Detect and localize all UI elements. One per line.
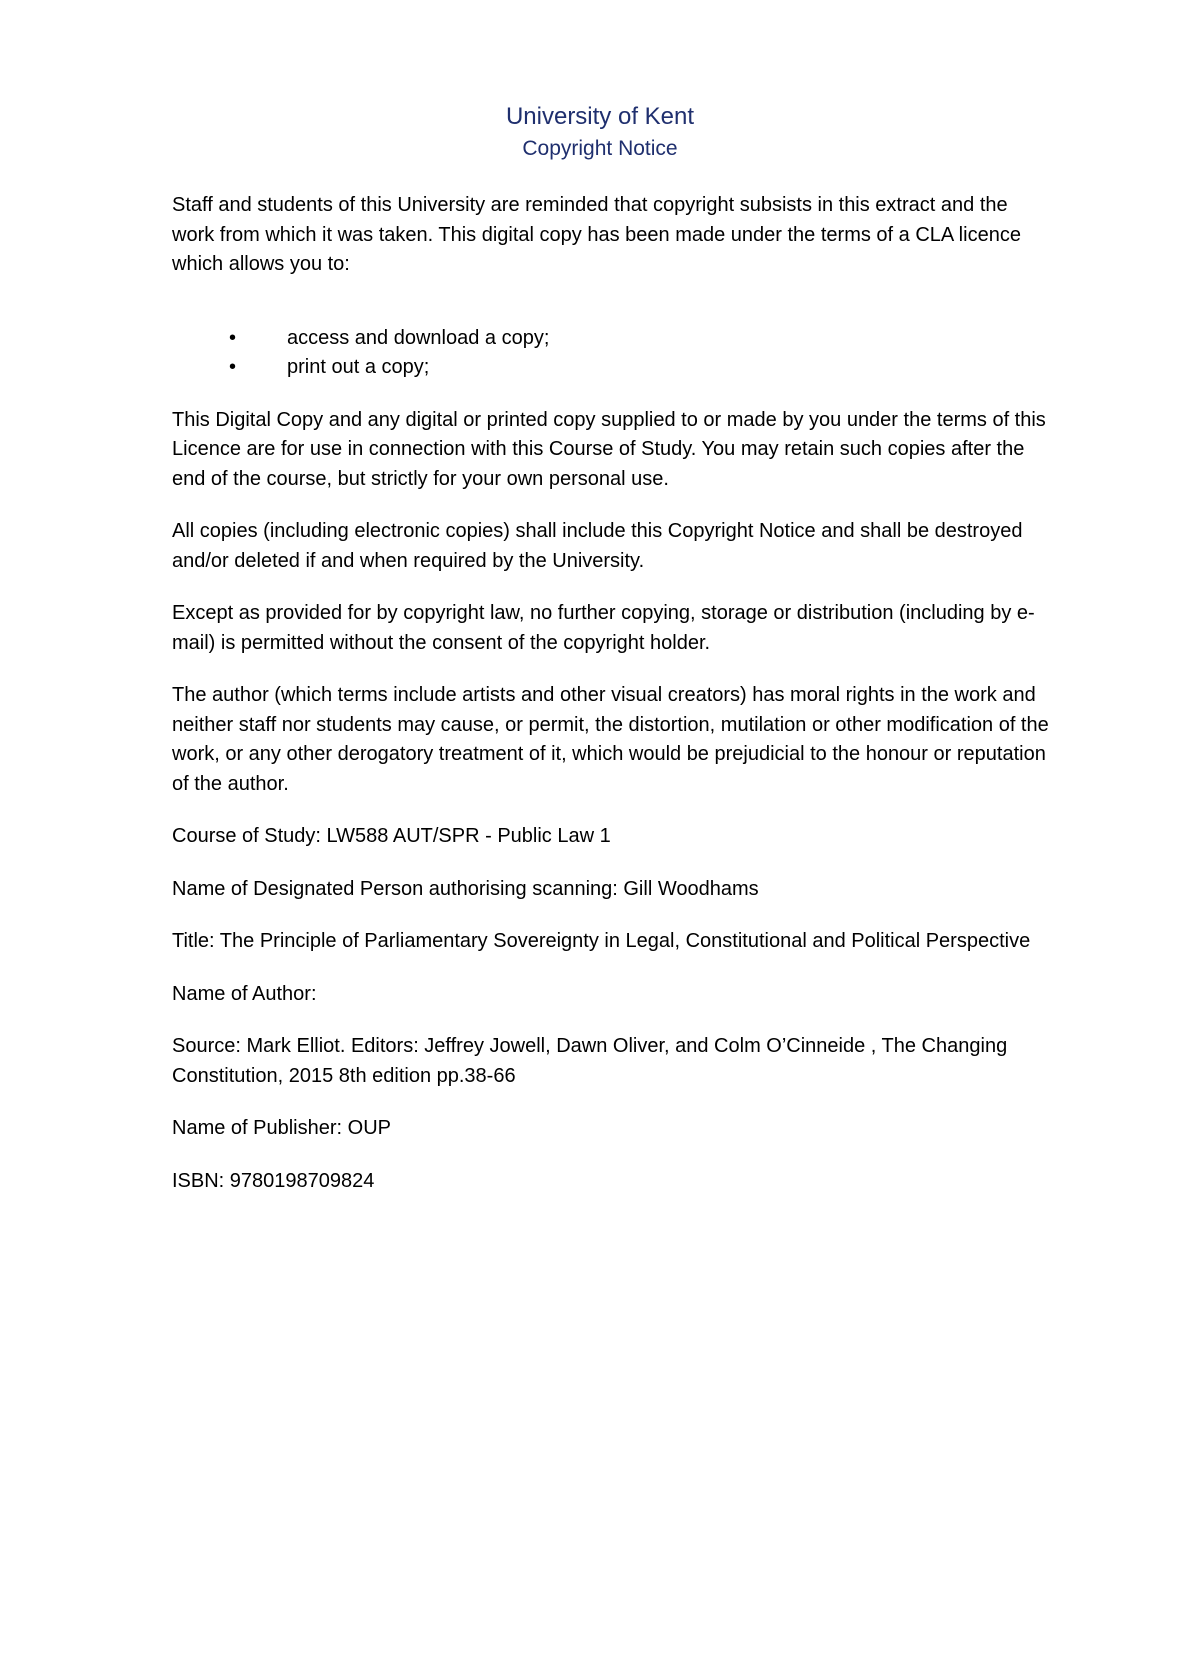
list-item-text: access and download a copy; bbox=[287, 326, 550, 349]
source: Source: Mark Elliot. Editors: Jeffrey Jowell, Dawn Oliver, and Colm O’Cinneide , The Changing Constitution, 2015 8th edition pp.38-66 bbox=[172, 1035, 1008, 1087]
course-of-study: Course of Study: LW588 AUT/SPR - Public Law 1 bbox=[172, 825, 611, 847]
permissions-list bbox=[172, 324, 1052, 383]
author-name: Name of Author: bbox=[172, 982, 317, 1005]
isbn: ISBN: 9780198709824 bbox=[172, 1169, 375, 1192]
list-item-text: print out a copy; bbox=[287, 356, 430, 378]
intro-paragraph: Staff and students of this University are reminded that copyright subsists in this extract and the work from which it was taken. This digital copy has been made under the terms of a CLA licence which allows you to: bbox=[172, 194, 1021, 275]
moral-rights-paragraph: The author (which terms include artists and other visual creators) has moral rights in the work and neither staff nor students may cause, or permit, the distortion, mutilation or other modification of the work, or any other derogatory treatment of it, which would be prejudicial to the honour or reputation of the author. bbox=[172, 684, 1049, 795]
publisher-name: Name of Publisher: OUP bbox=[172, 1117, 391, 1139]
bullet-icon: • bbox=[229, 326, 237, 349]
list-item bbox=[172, 324, 1052, 354]
restrictions-paragraph: Except as provided for by copyright law, no further copying, storage or distribution (including by e-mail) is permitted without the consent of the copyright holder. bbox=[172, 602, 1035, 654]
notice-body bbox=[172, 191, 1052, 1219]
bullet-icon: • bbox=[229, 356, 237, 378]
institution-title: University of Kent bbox=[505, 103, 695, 130]
work-title: Title: The Principle of Parliamentary Sovereignty in Legal, Constitutional and Political Perspective bbox=[172, 930, 1031, 952]
notice-header bbox=[0, 100, 1200, 164]
copies-paragraph: All copies (including electronic copies) shall include this Copyright Notice and shall be destroyed and/or deleted if and when required by the University. bbox=[172, 520, 1023, 572]
notice-subtitle: Copyright Notice bbox=[522, 137, 678, 160]
designated-person: Name of Designated Person authorising scanning: Gill Woodhams bbox=[172, 877, 759, 900]
usage-paragraph: This Digital Copy and any digital or printed copy supplied to or made by you under the terms of this Licence are for use in connection with this Course of Study. You may retain such copies after the end of the course, but strictly for your own personal use. bbox=[172, 408, 1046, 490]
list-item bbox=[172, 353, 1052, 383]
